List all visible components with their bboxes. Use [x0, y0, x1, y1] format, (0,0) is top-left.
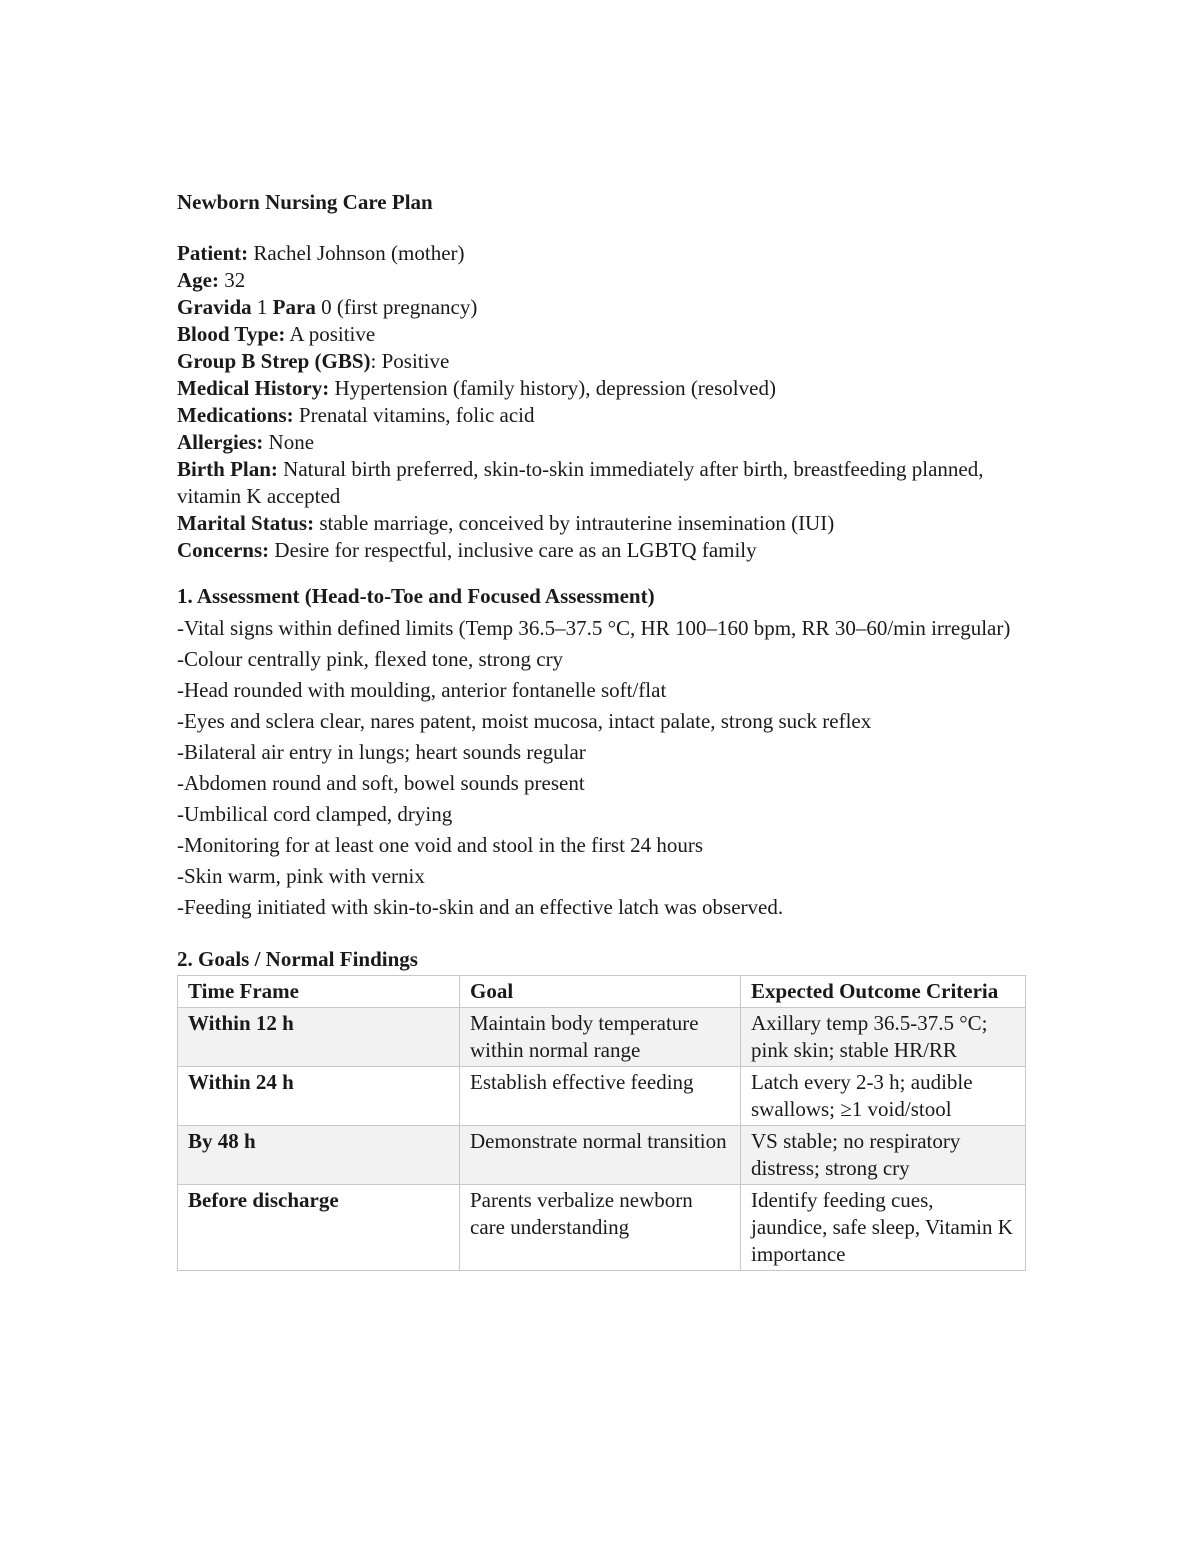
- table-cell-time-frame: Within 24 h: [178, 1067, 460, 1126]
- table-cell-outcome: Axillary temp 36.5-37.5 °C; pink skin; stable HR/RR: [741, 1008, 1026, 1067]
- list-item: -Eyes and sclera clear, nares patent, moist mucosa, intact palate, strong suck reflex: [177, 709, 872, 733]
- column-header: Expected Outcome Criteria: [741, 976, 1026, 1008]
- assessment-heading: 1. Assessment (Head-to-Toe and Focused Assessment): [177, 584, 655, 608]
- info-value: Hypertension (family history), depression (resolved): [329, 376, 776, 400]
- table-cell-time-frame: Before discharge: [178, 1185, 460, 1271]
- info-value: 32: [218, 268, 246, 292]
- info-label: Group B Strep (GBS): [177, 349, 371, 373]
- info-row-birth-plan: [177, 456, 1027, 510]
- list-item: -Feeding initiated with skin-to-skin and an effective latch was observed.: [177, 895, 784, 919]
- info-row-concerns: [177, 537, 1027, 564]
- table-cell-goal: Maintain body temperature within normal range: [460, 1008, 741, 1067]
- info-label: Medications:: [177, 403, 294, 427]
- table-cell-goal: Demonstrate normal transition: [460, 1126, 741, 1185]
- info-row-patient: [177, 240, 1027, 267]
- info-row-age: [177, 267, 1027, 294]
- list-item: -Vital signs within defined limits (Temp 36.5–37.5 °C, HR 100–160 bpm, RR 30–60/min irregular): [177, 616, 1011, 640]
- info-label: Concerns:: [177, 538, 270, 562]
- info-row-gravida-para: [177, 294, 1027, 321]
- table-cell-goal: Establish effective feeding: [460, 1067, 741, 1126]
- goals-table: [177, 975, 1026, 1271]
- info-value: 0 (first pregnancy): [315, 295, 478, 319]
- list-item: -Abdomen round and soft, bowel sounds present: [177, 771, 585, 795]
- info-row-medical-history: [177, 375, 1027, 402]
- goals-heading: 2. Goals / Normal Findings: [177, 947, 418, 971]
- table-header-row: [178, 976, 1026, 1008]
- table-cell-time-frame: Within 12 h: [178, 1008, 460, 1067]
- column-header: Time Frame: [178, 976, 460, 1008]
- info-label: Gravida: [177, 295, 252, 319]
- document-page: [177, 188, 1027, 1271]
- info-label: Birth Plan:: [177, 457, 278, 481]
- list-item: -Colour centrally pink, flexed tone, strong cry: [177, 647, 564, 671]
- info-value: Natural birth preferred, skin-to-skin immediately after birth, breastfeeding planned, vitamin K accepted: [177, 457, 984, 508]
- info-label: Medical History:: [177, 376, 330, 400]
- list-item: -Bilateral air entry in lungs; heart sounds regular: [177, 740, 586, 764]
- info-value: 1: [251, 295, 273, 319]
- info-value: stable marriage, conceived by intrauterine insemination (IUI): [314, 511, 835, 535]
- info-row-marital-status: [177, 510, 1027, 537]
- list-item: -Monitoring for at least one void and stool in the first 24 hours: [177, 833, 704, 857]
- table-cell-outcome: VS stable; no respiratory distress; strong cry: [741, 1126, 1026, 1185]
- info-label: Age:: [177, 268, 219, 292]
- info-row-gbs: [177, 348, 1027, 375]
- info-row-blood-type: [177, 321, 1027, 348]
- info-value: Rachel Johnson (mother): [248, 241, 465, 265]
- info-value: Desire for respectful, inclusive care as an LGBTQ family: [269, 538, 757, 562]
- info-label: Blood Type:: [177, 322, 286, 346]
- info-row-allergies: [177, 429, 1027, 456]
- document-title: Newborn Nursing Care Plan: [177, 190, 433, 214]
- info-label: Para: [272, 295, 316, 319]
- info-label: Allergies:: [177, 430, 264, 454]
- goals-section: [177, 945, 1027, 1271]
- info-label: Marital Status:: [177, 511, 315, 535]
- list-item: -Skin warm, pink with vernix: [177, 864, 425, 888]
- info-value: Prenatal vitamins, folic acid: [293, 403, 535, 427]
- list-item: -Head rounded with moulding, anterior fontanelle soft/flat: [177, 678, 667, 702]
- info-row-medications: [177, 402, 1027, 429]
- table-cell-time-frame: By 48 h: [178, 1126, 460, 1185]
- info-value: None: [263, 430, 315, 454]
- assessment-section: [177, 582, 1027, 923]
- table-cell-outcome: Identify feeding cues, jaundice, safe sleep, Vitamin K importance: [741, 1185, 1026, 1271]
- table-row: [178, 1067, 1026, 1126]
- table-row: [178, 1008, 1026, 1067]
- info-value: A positive: [285, 322, 376, 346]
- info-value: : Positive: [370, 349, 450, 373]
- column-header: Goal: [460, 976, 741, 1008]
- table-row: [178, 1185, 1026, 1271]
- assessment-list: [177, 613, 1027, 923]
- patient-info: [177, 240, 1027, 564]
- table-row: [178, 1126, 1026, 1185]
- table-cell-goal: Parents verbalize newborn care understanding: [460, 1185, 741, 1271]
- info-label: Patient:: [177, 241, 249, 265]
- table-cell-outcome: Latch every 2-3 h; audible swallows; ≥1 void/stool: [741, 1067, 1026, 1126]
- list-item: -Umbilical cord clamped, drying: [177, 802, 453, 826]
